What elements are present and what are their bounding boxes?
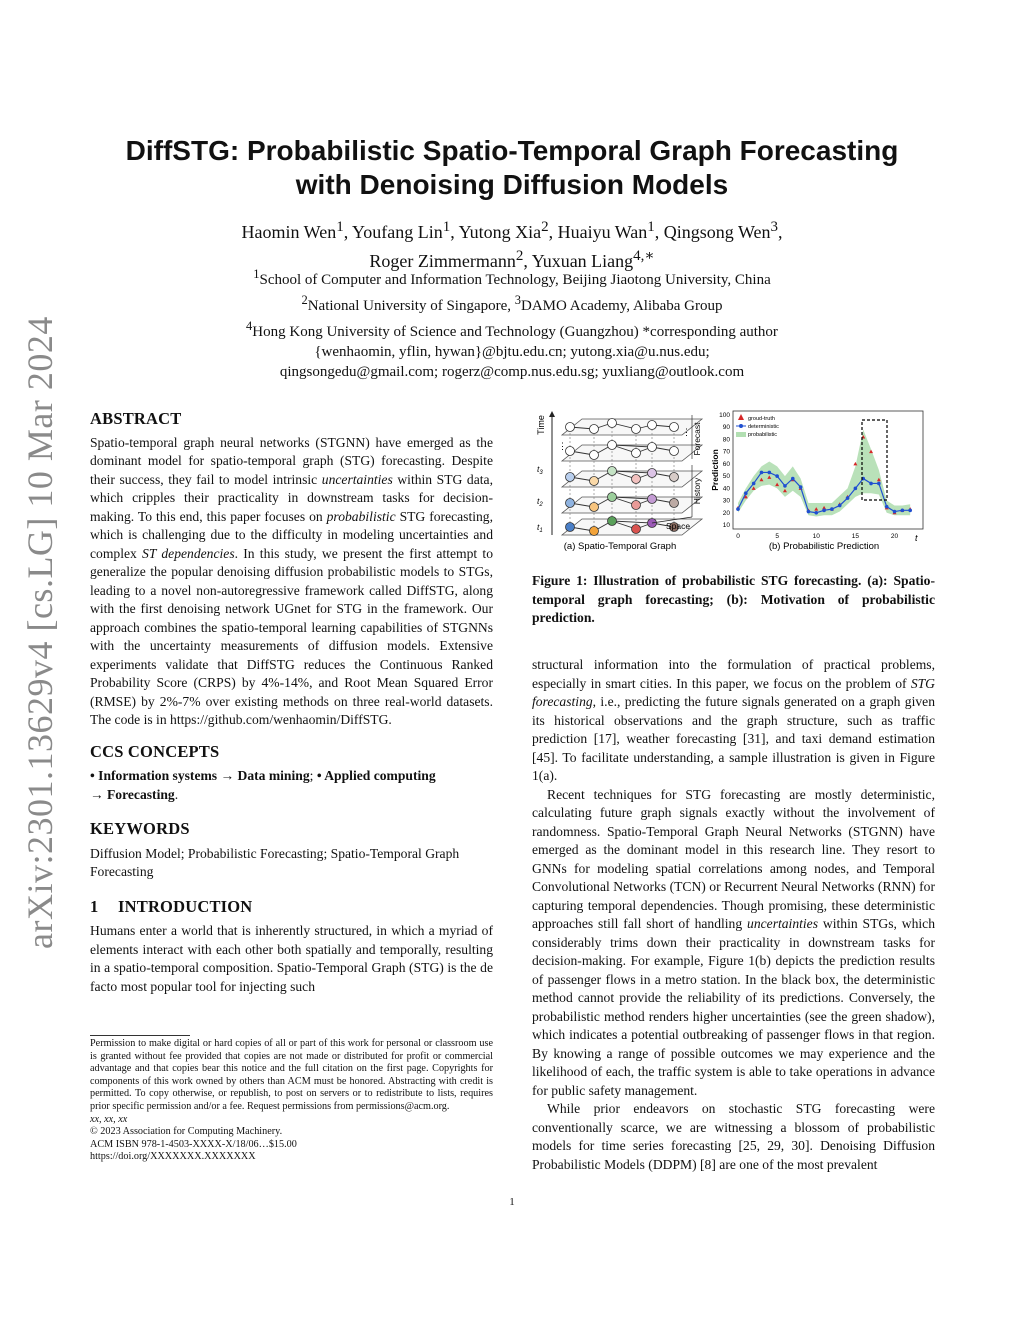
deterministic-point — [791, 477, 795, 481]
svg-text:t1: $t_1$ — [537, 522, 543, 534]
copyright-footnote: Permission to make digital or hard copies of all or part of this work for personal or classroom use is granted without fee provided that copies are not made or distributed for profit or commercial advantage and that copies bear this notice and the full citation on the first page. Copyrights for components of this work owned by others than ACM must be honored. Abstracting with credit is permitted. To copy otherwise, or republish, to post on servers or to redistribute to lists, requires prior specific permission and/or a fee. Request permissions from permissions@acm.org. xx, xx, xx © 2023 Association for Computing Machinery. ACM ISBN 978-1-4503-XXXX-X/18/06…$15.00 https://doi.org/XXXXXXX.XXXXXXX — [90, 1038, 493, 1163]
deterministic-point — [822, 509, 826, 513]
deterministic-point — [775, 474, 779, 478]
left-column — [90, 410, 493, 996]
affiliation-3: $^4$Hong Kong University of Science and Technology (Guangzhou) *corresponding author — [246, 319, 778, 340]
x-tick-label: 5 — [775, 533, 779, 540]
legend-probabilistic: probabilistic — [748, 432, 778, 438]
svg-text:⋮: ⋮ — [558, 441, 567, 451]
emails-2: qingsongedu@gmail.com; rogerz@comp.nus.edu.sg; yuxliang@outlook.com — [279, 364, 745, 380]
abstract-heading: ABSTRACT — [90, 409, 182, 428]
deterministic-point — [885, 505, 889, 509]
author-line-2: Roger Zimmermann$^2$, Yuxuan Liang$^{4,∗}$ — [369, 248, 655, 271]
time-axis-label: Time — [536, 415, 546, 435]
deterministic-point — [908, 509, 912, 513]
deterministic-point — [854, 487, 858, 491]
deterministic-point — [846, 496, 850, 500]
chart-x-label: t — [915, 533, 918, 543]
page-number: 1 — [509, 1196, 515, 1208]
title-line-1: DiffSTG: Probabilistic Spatio-Temporal Graph Forecasting — [125, 135, 899, 166]
deterministic-point — [783, 484, 787, 488]
y-tick-label: 40 — [722, 485, 730, 493]
deterministic-point — [768, 471, 772, 475]
figure-1 — [532, 405, 936, 553]
intro-paragraph-4: While prior endeavors on stochastic STG forecasting were conventionally scarce, we are witnessing a blossom of probabilistic models for time series forecasting [25, 29, 30]. Denoising Diffusion Probabilistic Models (DDPM) [8] are one of the most prevalent — [532, 1101, 935, 1172]
y-tick-label: 50 — [722, 473, 730, 481]
deterministic-point — [799, 485, 803, 489]
figure-1a-graph — [536, 411, 702, 552]
affiliation-2: $^2$National University of Singapore, $^3$DAMO Academy, Alibaba Group — [301, 293, 723, 314]
deterministic-point — [807, 510, 811, 514]
right-column — [532, 656, 935, 1174]
y-tick-label: 90 — [722, 424, 730, 432]
intro-paragraph-1: Humans enter a world that is inherently structured, in which a myriad of elements interact with each other both spatially and temporally, resulting in a spatio-temporal composition. Spatio-Temporal Graph (STG) is the de facto most popular tool for injecting such — [90, 923, 493, 994]
author-line-1: Haomin Wen$^1$, Youfang Lin$^1$, Yutong Xia$^2$, Huaiyu Wan$^1$, Qingsong Wen$^3$, — [241, 219, 783, 242]
deterministic-point — [877, 482, 881, 486]
x-tick-label: 10 — [812, 533, 820, 540]
ccs-heading: CCS CONCEPTS — [90, 741, 220, 761]
deterministic-point — [736, 507, 740, 511]
title-line-2: with Denoising Diffusion Models — [295, 169, 729, 200]
y-tick-label: 70 — [722, 448, 730, 456]
chart-legend — [736, 414, 779, 438]
legend-groud-truth: groud-truth — [748, 416, 775, 422]
x-tick-label: 20 — [890, 533, 899, 540]
footnote-rule — [90, 1035, 190, 1036]
intro-paragraph-3: Recent techniques for STG forecasting are mostly deterministic, calculating future graph signals exactly without the involvement of randomness. Spatio-Temporal Graph Neural Networks (STGNN) have emerged as the dominant model in this research line. They resort to GNNs for modeling spatial correlations among nodes, and Temporal Convolutional Networks (TCN) or Recurrent Neural Networks (RNN) for capturing temporal dependencies. Though promising, these deterministic approaches still fall short of handling uncertainties within STGs, which considerably trims down their practicality in downstream tasks for decision-making. For example, Figure 1(b) depicts the prediction results of passenger flows in a metro station. In the black box, the deterministic method cannot provide the reliability of its predictions. Conversely, the probabilistic method renders higher uncertainties (see the green shadow), which indicates a potential outbreaking of passenger flows in that region. By knowing a range of possible outcomes we may experience and the likelihood of each, the traffic system is able to take operations in advance for public safety management. — [532, 786, 935, 1098]
intro-heading: 1 INTRODUCTION — [90, 896, 253, 916]
deterministic-point — [744, 491, 748, 495]
chart-y-label: Prediction — [710, 449, 720, 491]
figure-1b-chart — [710, 411, 923, 552]
x-tick-label: 0 — [736, 533, 740, 540]
deterministic-point — [869, 482, 873, 486]
deterministic-point — [893, 510, 897, 514]
keywords-text: Diffusion Model; Probabilistic Forecasting; Spatio-Temporal Graph Forecasting — [90, 845, 460, 879]
paper-title — [90, 134, 934, 202]
y-tick-label: 30 — [722, 497, 730, 505]
intro-paragraph-2: structural information into the formulation of practical problems, especially in smart cities. In this paper, we focus on the problem of STG forecasting, i.e., predicting the future signals generated on a graph given its historical observations and the graph structure, such as traffic prediction [17], weather forecasting [31], and taxi demand estimation [45]. To facilitate understanding, a sample illustration is given in Figure 1(a). — [532, 657, 935, 783]
affiliations — [90, 264, 934, 382]
legend-deterministic: deterministic — [748, 424, 779, 430]
deterministic-point — [830, 507, 834, 511]
abstract-text: Spatio-temporal graph neural networks (STGNN) have emerged as the dominant model for spatio-temporal graph (STG) forecasting. Despite their success, they fail to model intrinsic uncertainties within STG data, which cripples their practicality in downstream tasks for decision-making. To this end, this paper focuses on probabilistic STG forecasting, which is challenging due to the difficulty in modeling uncertainties and complex ST dependencies. In this study, we present the first attempt to generalize the popular denoising diffusion probabilistic models to STGs, leading to a novel non-autoregressive framework called DiffSTG, along with the first denoising network UGnet for STG in the framework. Our approach combines the spatio-temporal learning capabilities of STGNNs with the uncertainty measurements of diffusion models. Extensive experiments validate that DiffSTG reduces the Continuous Ranked Probability Score (CRPS) by 4%-14%, and Root Mean Squared Error (RMSE) by 2%-7% over existing methods on three real-world datasets. The code is in https://github.com/wenhaomin/DiffSTG. — [90, 434, 494, 727]
deterministic-point — [814, 511, 818, 515]
probabilistic-band — [738, 430, 910, 517]
space-label: Space — [666, 521, 691, 531]
deterministic-point — [838, 504, 842, 508]
figure-1a-caption: (a) Spatio-Temporal Graph — [563, 541, 677, 552]
deterministic-point — [760, 471, 764, 475]
ccs-text: • Information systems → Data mining; • Applied computing → Forecasting. — [90, 768, 436, 802]
y-tick-label: 80 — [722, 436, 730, 444]
deterministic-point — [752, 482, 756, 486]
history-label: History — [692, 477, 702, 505]
forecast-label: Forecast — [692, 422, 702, 456]
x-tick-label: 15 — [851, 533, 860, 540]
svg-text:⋮: ⋮ — [682, 427, 691, 437]
deterministic-point — [901, 509, 905, 513]
y-tick-label: 10 — [722, 522, 730, 529]
svg-text:t2: $t_2$ — [537, 496, 543, 508]
keywords-heading: KEYWORDS — [90, 819, 190, 838]
affiliation-1: $^1$School of Computer and Information Technology, Beijing Jiaotong University, China — [253, 267, 771, 288]
y-tick-label: 100 — [719, 412, 730, 419]
figure-1b-caption: (b) Probabilistic Prediction — [768, 541, 880, 552]
figure-1-caption: Figure 1: Illustration of probabilistic STG forecasting. (a): Spatio-temporal graph forecasting; (b): Motivation of probabilistic prediction. — [532, 573, 935, 625]
y-tick-label: 60 — [722, 460, 730, 468]
emails-1: {wenhaomin, yflin, hywan}@bjtu.edu.cn; yutong.xia@u.nus.edu; — [314, 344, 710, 360]
arxiv-identifier: arXiv:2301.13629v4 [cs.LG] 10 Mar 2024 — [20, 316, 60, 949]
y-tick-label: 20 — [722, 509, 730, 517]
svg-text:t3: $t_3$ — [537, 464, 543, 476]
